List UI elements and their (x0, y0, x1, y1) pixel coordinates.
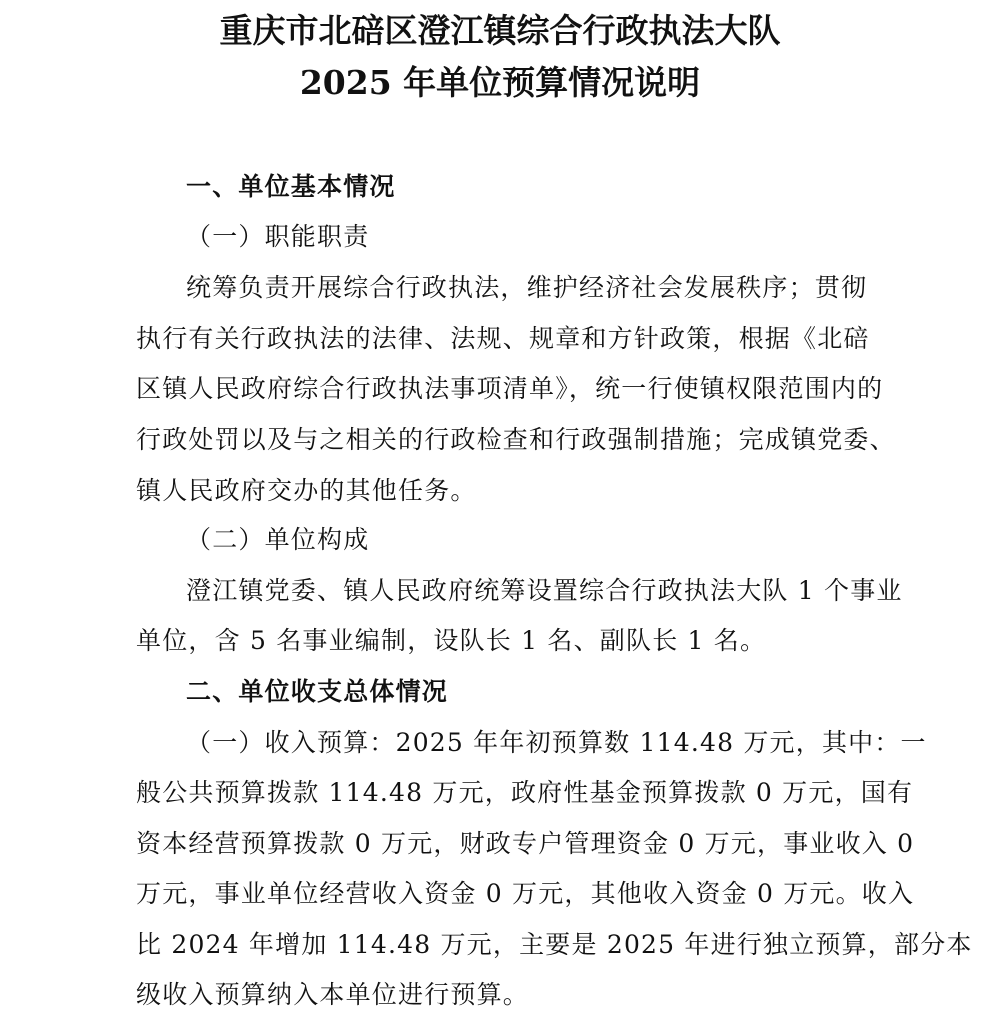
body-text-line: 比 2024 年增加 114.48 万元，主要是 2025 年进行独立预算，部分本 (136, 930, 973, 959)
body-text-line: 单位，含 5 名事业编制，设队长 1 名、副队长 1 名。 (136, 626, 767, 655)
section-heading-revenue-expenditure: 二、单位收支总体情况 (186, 677, 449, 706)
body-text-line: 万元，事业单位经营收入资金 0 万元，其他收入资金 0 万元。收入 (136, 879, 915, 908)
body-text-line: 级收入预算纳入本单位进行预算。 (136, 980, 530, 1009)
document-title-line-1: 重庆市北碚区澄江镇综合行政执法大队 (219, 11, 781, 50)
body-text-line: 澄江镇党委、镇人民政府统筹设置综合行政执法大队 1 个事业 (186, 576, 903, 605)
body-text-line: 执行有关行政执法的法律、法规、规章和方针政策，根据《北碚 (136, 324, 870, 353)
body-text-line: 般公共预算拨款 114.48 万元，政府性基金预算拨款 0 万元，国有 (136, 778, 914, 807)
document-title-line-2: 2025 年单位预算情况说明 (299, 63, 701, 102)
body-text-line: 区镇人民政府综合行政执法事项清单》，统一行使镇权限范围内的 (136, 374, 884, 403)
subsection-heading-composition: （二）单位构成 (186, 525, 370, 554)
body-text-line: （一）收入预算：2025 年年初预算数 114.48 万元，其中：一 (186, 728, 927, 757)
body-text-line: 统筹负责开展综合行政执法，维护经济社会发展秩序；贯彻 (186, 273, 868, 302)
section-heading-basic-info: 一、单位基本情况 (186, 172, 396, 201)
body-text-line: 镇人民政府交办的其他任务。 (136, 476, 477, 505)
subsection-heading-functions: （一）职能职责 (186, 222, 370, 251)
body-text-line: 行政处罚以及与之相关的行政检查和行政强制措施；完成镇党委、 (136, 425, 896, 454)
body-text-line: 资本经营预算拨款 0 万元，财政专户管理资金 0 万元，事业收入 0 (136, 829, 915, 858)
